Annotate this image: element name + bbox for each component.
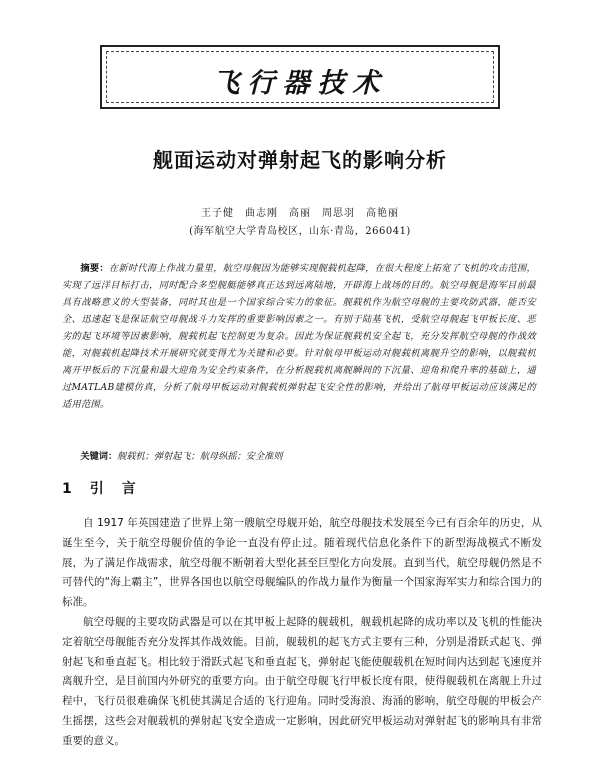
keywords-text: 舰载机；弹射起飞；航母纵摇；安全准则: [117, 451, 283, 462]
abstract-text: 在新时代海上作战力量里，航空母舰因为能够实现舰载机起降，在很大程度上拓宽了飞机的攻击范围，实现了远洋目标打击，同时配合多型舰艇能够真正达到远离陆地，开辟海上战场的目的。航空母舰是海军目前最具有战略意义的大型装备，同时其也是一个国家综合实力的象征。舰载机作为航空母舰的主要攻防武器，能否安全、迅速起飞是保证航空母舰战斗力发挥的重要影响因素之一。有别于陆基飞机，受航空母舰起飞甲板长度、恶劣的起飞环境等因素影响，舰载机起飞控制更为复杂。因此为保证舰载机安全起飞，充分发挥航空母舰的作战效能，对舰载机起降技术开展研究就变得尤为关键和必要。针对航母甲板运动对舰载机离舰升空的影响，以舰载机离开甲板后的下沉量和最大迎角为安全约束条件，在分析舰载机离舰瞬间的下沉量、迎角和爬升率的基础上，通过MATLAB建模仿真，分析了航母甲板运动对舰载机弹射起飞安全性的影响，并给出了航母甲板运动应该满足的适用范围。: [62, 263, 537, 410]
author-list: 王子健 曲志刚 高丽 周思羽 高艳丽: [201, 208, 399, 219]
abstract: [62, 260, 536, 413]
column-title: 飞行器技术: [212, 68, 388, 99]
column-banner: [100, 45, 500, 109]
paragraph: 自 1917 年英国建造了世界上第一艘航空母舰开始，航空母舰技术发展至今已有百余年的历史，从诞生至今，关于航空母舰价值的争论一直没有停止过。随着现代信息化条件下的新型海战模式不断发展，为了满足作战需求，航空母舰不断朝着大型化甚至巨型化方向发展。直到当代，航空母舰仍然是不可替代的“海上霸主”，世界各国也以航空母舰编队的作战力量作为衡量一个国家海军实力和综合国力的标准。: [62, 517, 542, 609]
keywords: [62, 448, 536, 465]
paper-title: 舰面运动对弹射起飞的影响分析: [153, 148, 447, 172]
section-body: [62, 514, 542, 752]
affiliation: (海军航空大学青岛校区，山东·青岛，266041): [189, 226, 411, 237]
keywords-label: 关键词：: [80, 451, 118, 462]
section-heading: 1 引 言: [62, 481, 138, 497]
paragraph: 航空母舰的主要攻防武器是可以在其甲板上起降的舰载机，舰载机起降的成功率以及飞机的性能决定着航空母舰能否充分发挥其作战效能。目前，舰载机的起飞方式主要有三种，分别是滑跃式起飞、弹射起飞和垂直起飞。相比较于滑跃式起飞和垂直起飞，弹射起飞能使舰载机在短时间内达到起飞速度并离舰升空，是目前国内外研究的重要方向。由于航空母舰飞行甲板长度有限，使得舰载机在离舰上升过程中，飞行员很难确保飞机使其满足合适的飞行迎角。同时受海浪、海涌的影响，航空母舰的甲板会产生摇摆，这些会对舰载机的弹射起飞安全造成一定影响，因此研究甲板运动对弹射起飞的影响具有非常重要的意义。: [62, 615, 542, 747]
abstract-label: 摘要：: [80, 263, 109, 274]
